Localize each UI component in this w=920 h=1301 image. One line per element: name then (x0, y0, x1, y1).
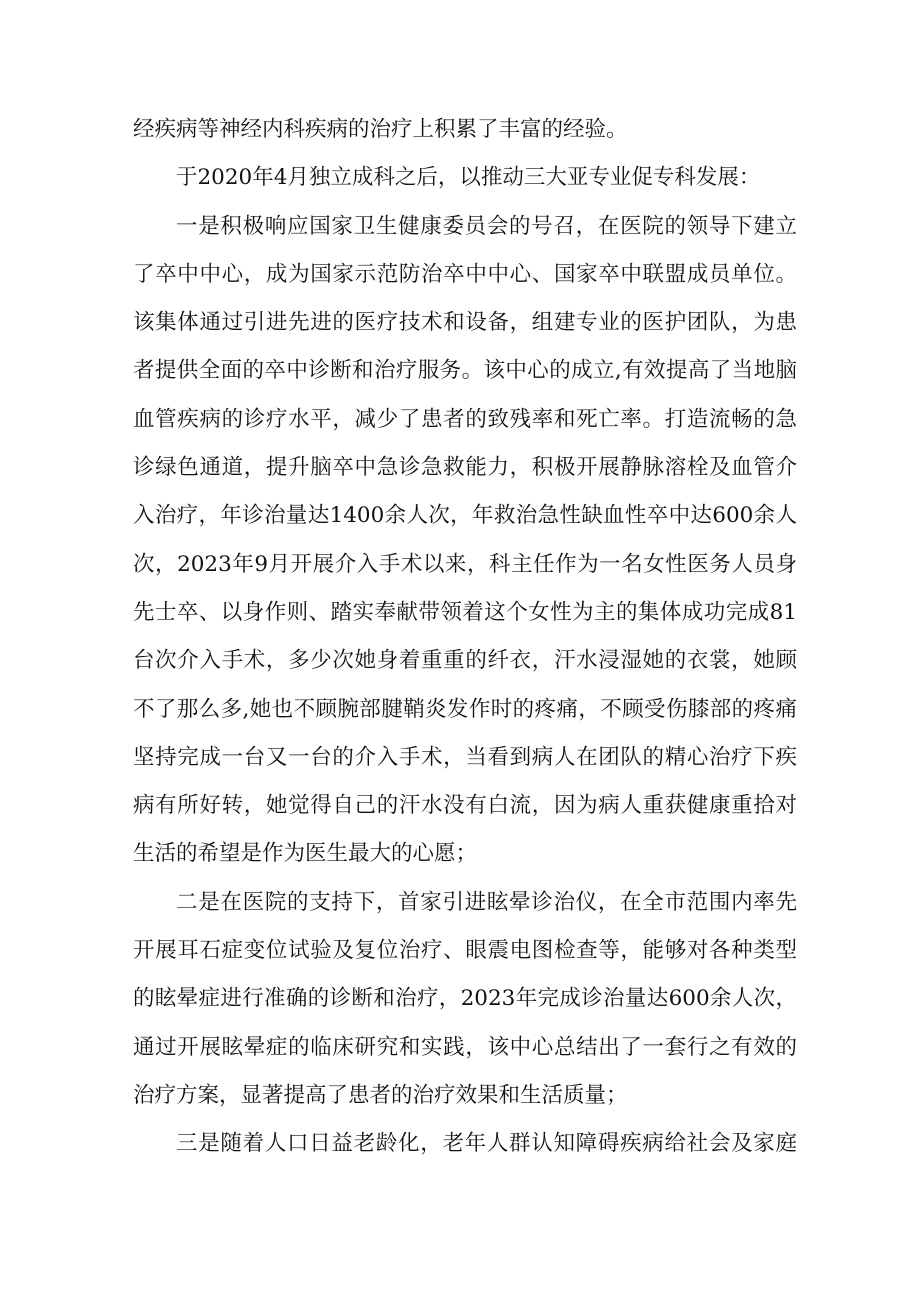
text-line: 不了那么多,她也不顾腕部腱鞘炎发作时的疼痛，不顾受伤膝部的疼痛 (133, 696, 797, 722)
text-line: 先士卒、以身作则、踏实奉献带领着这个女性为主的集体成功完成81 (133, 599, 797, 625)
document-page (133, 106, 797, 1169)
text-line: 开展耳石症变位试验及复位治疗、眼震电图检查等，能够对各种类型 (133, 938, 797, 964)
text-line: 三是随着人口日益老龄化，老年人群认知障碍疾病给社会及家庭 (176, 1131, 797, 1157)
text-line: 于2020年4月独立成科之后，以推动三大亚专业促专科发展： (176, 165, 761, 191)
text-line: 通过开展眩晕症的临床研究和实践，该中心总结出了一套行之有效的 (133, 1034, 797, 1060)
text-line: 台次介入手术，多少次她身着重重的纤衣，汗水浸湿她的衣裳，她顾 (133, 648, 797, 674)
text-line: 诊绿色通道，提升脑卒中急诊急救能力，积极开展静脉溶栓及血管介 (133, 455, 797, 481)
text-line: 一是积极响应国家卫生健康委员会的号召，在医院的领导下建立 (176, 213, 797, 239)
text-line: 血管疾病的诊疗水平，减少了患者的致残率和死亡率。打造流畅的急 (133, 406, 797, 432)
text-line: 治疗方案，显著提高了患者的治疗效果和生活质量； (133, 1082, 628, 1108)
text-line: 入治疗，年诊治量达1400余人次，年救治急性缺血性卒中达600余人 (133, 503, 797, 529)
text-line: 生活的希望是作为医生最大的心愿； (133, 841, 478, 867)
text-line: 经疾病等神经内科疾病的治疗上积累了丰富的经验。 (133, 117, 628, 142)
text-line: 的眩晕症进行准确的诊断和治疗，2023年完成诊治量达600余人次， (133, 986, 797, 1012)
text-line: 二是在医院的支持下，首家引进眩晕诊治仪，在全市范围内率先 (176, 889, 797, 915)
text-line: 该集体通过引进先进的医疗技术和设备，组建专业的医护团队，为患 (133, 310, 797, 336)
text-line: 了卒中中心，成为国家示范防治卒中中心、国家卒中联盟成员单位。 (133, 261, 797, 287)
text-line: 病有所好转，她觉得自己的汗水没有白流，因为病人重获健康重拾对 (133, 793, 797, 819)
text-line: 者提供全面的卒中诊断和治疗服务。该中心的成立,有效提高了当地脑 (133, 358, 797, 384)
text-line: 次，2023年9月开展介入手术以来，科主任作为一名女性医务人员身 (133, 551, 797, 577)
text-line: 坚持完成一台又一台的介入手术，当看到病人在团队的精心治疗下疾 (133, 744, 797, 770)
